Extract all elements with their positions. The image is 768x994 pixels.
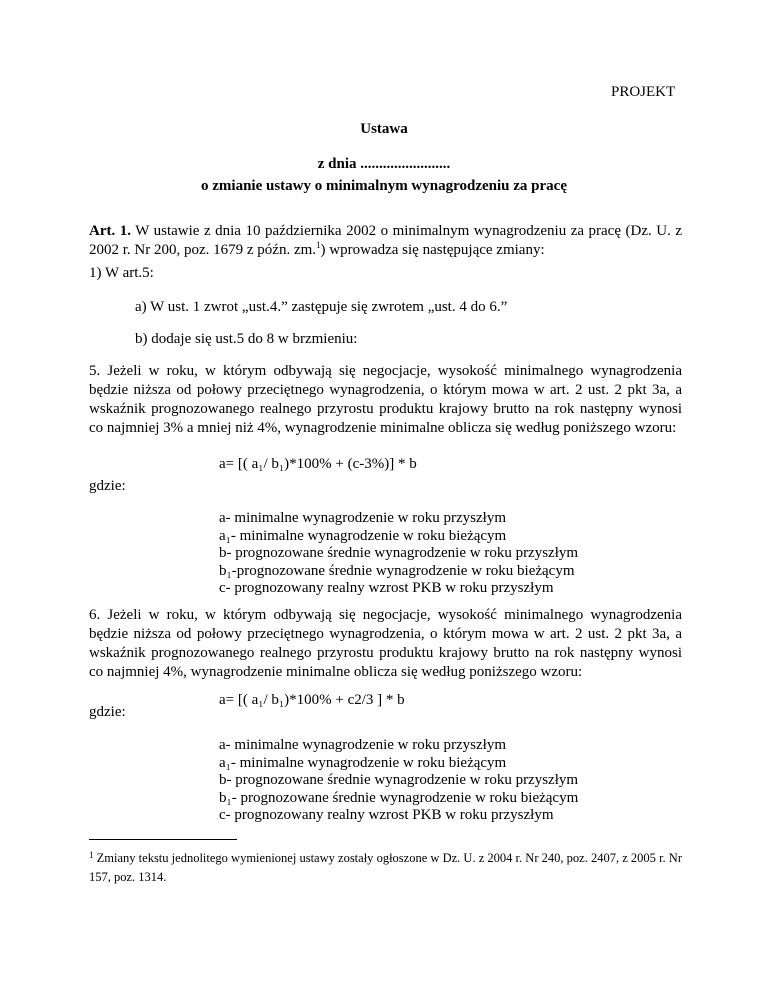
gdzie-label-ust-5: gdzie: [89, 478, 126, 494]
document-title: Ustawa [360, 121, 408, 137]
footnote-text: Zmiany tekstu jednolitego wymienionej ustawy zostały ogłoszone w Dz. U. z 2004 r. Nr 240, poz. 2407, z 2005 r. Nr 157, poz. 1314. [89, 851, 682, 884]
definition-item: c- prognozowany realny wzrost PKB w roku przyszłym [219, 580, 554, 596]
footnote-reference[interactable]: 1 [316, 240, 321, 250]
document-date-line: z dnia ........................ [317, 156, 451, 172]
definition-item: a₁- minimalne wynagrodzenie w roku bieżącym [219, 754, 507, 771]
footnote-separator [89, 839, 237, 840]
footnote-mark: 1 [89, 850, 94, 860]
projekt-label: PROJEKT [611, 84, 676, 100]
definition-item: a₁- minimalne wynagrodzenie w roku bieżącym [219, 527, 507, 544]
paragraph-ust-6: 6. Jeżeli w roku, w którym odbywają się negocjacje, wysokość minimalnego wynagrodzenia będzie niższa od połowy przeciętnego wynagrodzenia, o którym mowa w art. 2 ust. 2 pkt 3a, a wskaźnik prognozowanego realnego przyrostu produktu krajowy brutto na rok następny wynosi co najmniej 4%, wynagrodzenie minimalne oblicza się według poniższego wzoru: [89, 607, 682, 680]
footnote [89, 849, 682, 887]
definition-item: a- minimalne wynagrodzenie w roku przyszłym [219, 737, 506, 753]
gdzie-label-ust-6: gdzie: [89, 704, 126, 720]
change-1-heading: 1) W art.5: [89, 265, 154, 281]
definition-item: c- prognozowany realny wzrost PKB w roku przyszłym [219, 807, 554, 823]
formula-ust-5: a= [( a₁/ b₁)*100% + (c-3%)] * b [219, 456, 417, 472]
definitions-ust-6 [219, 737, 578, 825]
definition-item: b- prognozowane średnie wynagrodzenie w roku przyszłym [219, 545, 579, 561]
paragraph-ust-5: 5. Jeżeli w roku, w którym odbywają się negocjacje, wysokość minimalnego wynagrodzenia będzie niższa od połowy przeciętnego wynagrodzenia, o którym mowa w art. 2 ust. 2 pkt 3a, a wskaźnik prognozowanego realnego przyrostu produktu krajowy brutto na rok następny wynosi co najmniej 3% a mniej niż 4%, wynagrodzenie minimalne oblicza się według poniższego wzoru: [89, 363, 682, 436]
change-item-a: a) W ust. 1 zwrot „ust.4.” zastępuje się zwrotem „ust. 4 do 6.” [135, 299, 508, 315]
article-1-label: Art. 1. [89, 223, 131, 239]
definition-item: a- minimalne wynagrodzenie w roku przyszłym [219, 510, 506, 526]
definition-item: b₁-prognozowane średnie wynagrodzenie w roku bieżącym [219, 562, 575, 579]
document-subject: o zmianie ustawy o minimalnym wynagrodzeniu za pracę [201, 178, 567, 194]
article-1 [89, 222, 682, 260]
formula-ust-6: a= [( a₁/ b₁)*100% + c2/3 ] * b [219, 692, 405, 708]
definitions-ust-5 [219, 510, 578, 598]
definition-item: b₁- prognozowane średnie wynagrodzenie w roku bieżącym [219, 789, 579, 806]
definition-item: b- prognozowane średnie wynagrodzenie w roku przyszłym [219, 772, 579, 788]
article-1-text-a: W ustawie z dnia 10 października 2002 o minimalnym wynagrodzeniu za pracę (Dz. U. z 2002 r. Nr 200, poz. 1679 z późn. zm. [89, 223, 682, 258]
article-1-text-b: ) wprowadza się następujące zmiany: [320, 242, 545, 258]
change-item-b: b) dodaje się ust.5 do 8 w brzmieniu: [135, 331, 358, 347]
